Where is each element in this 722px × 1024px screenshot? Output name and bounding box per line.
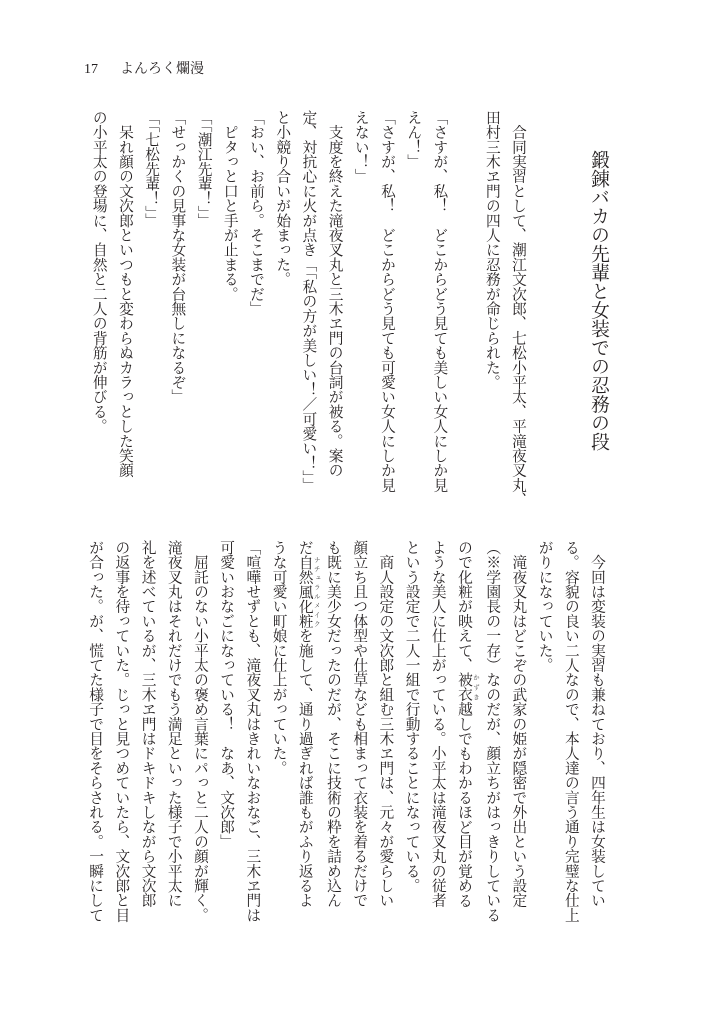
text-line: 今回は変装の実習も兼ねており、四年生は女装してい: [589, 540, 605, 908]
text-line: も既に美少女だったのだが、そこに技術の粋を詰め込ん: [324, 540, 341, 908]
text-line: という設定で二人一組で行動することになっている。: [403, 540, 420, 893]
text-line: 「「潮江先輩！」」: [195, 110, 212, 228]
blank-line: [452, 110, 478, 500]
text-line: 「せっかくの見事な女装が台無しになるぞ」: [169, 110, 186, 404]
page-number: 17: [84, 62, 98, 77]
text-line: 呆れ顔の文次郎といつもと変わらぬカラっとした笑顔: [116, 110, 133, 478]
text-line: の返事を待っていた。じっと見つめていたら、文次郎と目: [113, 540, 130, 923]
text-line: 定、対抗心に火が点き「「私の方が美しい！／可愛い！」」: [300, 110, 317, 493]
text-line: 可愛いおなごになっている！ なあ、文次郎」: [218, 540, 235, 849]
text-line: えない！」: [352, 110, 369, 184]
book-title: よんろく爛漫: [120, 62, 204, 77]
lower-tier-text: [82, 540, 610, 930]
text-line: 「おい、お前ら。そこまでだ」: [247, 110, 264, 316]
text-segment: を施して、通り過ぎれば誰もがふり返るよ: [296, 628, 313, 908]
text-line: 滝夜叉丸はそれだけでもう満足といった様子で小平太に: [165, 540, 182, 908]
text-line: 「さすが、私！ どこからどう見ても可愛い女人にしか見: [378, 110, 395, 493]
ruby-annotation: [296, 554, 320, 629]
ruby-annotation: [455, 672, 479, 702]
text-line: 屈託のない小平太の褒め言葉にパっと二人の顔が輝く。: [191, 540, 208, 923]
text-line: 「「七松先輩！」」: [143, 110, 160, 228]
ruby-base: 自然風化粧: [296, 554, 313, 629]
ruby-base: 被衣: [455, 672, 472, 702]
text-line: 顔立ち且つ体型や仕草なども相まって衣装を着るだけで: [351, 540, 368, 908]
text-line-with-ruby: [451, 540, 479, 930]
upper-tier-text: [86, 110, 531, 507]
text-line: 滝夜叉丸はどこぞの武家の姫が隠密で外出という設定: [510, 540, 527, 908]
text-line: 支度を終えた滝夜叉丸と三木ヱ門の台詞が被る。案の: [326, 110, 343, 478]
text-line: うな可愛い町娘に仕上がっていた。: [270, 540, 287, 776]
text-line: 田村三木ヱ門の四人に忍務が命じられた。: [483, 110, 500, 390]
text-line: る。容貌の良い二人なので、本人達の言う通り完璧な仕上: [562, 540, 579, 923]
text-line: と小競り合いが始まった。: [274, 110, 291, 287]
ruby-reading: ナチュラルメイク: [312, 554, 320, 629]
ruby-reading: かずき: [471, 672, 479, 702]
text-line: 「さすが、私！ どこからどう見ても美しい女人にしか見: [431, 110, 448, 493]
text-line: ピタっと口と手が止まる。: [221, 110, 238, 302]
text-line: 「喧嘩せずとも、滝夜叉丸はきれいなおなご、三木ヱ門は: [244, 540, 261, 923]
text-line-with-ruby: [292, 540, 320, 930]
text-line: がりになっていた。: [536, 540, 553, 673]
text-line: えん！」: [405, 110, 422, 169]
text-line: （※学園長の一存）なのだが、顔立ちがはっきりしている: [484, 540, 501, 923]
text-segment: だ: [296, 540, 313, 555]
text-line: ような美人に仕上がっている。小平太は滝夜叉丸の従者: [429, 540, 446, 908]
text-line: 礼を述べているが、三木ヱ門はドキドキしながら文次郎: [139, 540, 156, 908]
text-line: が合った。が、慌てた様子で目をそらされる。一瞬にして: [87, 540, 104, 923]
text-line: 合同実習として、潮江文次郎、七松小平太、平滝夜叉丸、: [510, 110, 526, 507]
chapter-title: 鍛錬バカの先輩と女装での忍務の段: [588, 150, 609, 451]
text-segment: 越しでもわかるほど目が覚める: [455, 701, 472, 908]
text-segment: ので化粧が映えて、: [455, 540, 472, 673]
running-header: [84, 58, 204, 78]
text-line: の小平太の登場に、自然と二人の背筋が伸びる。: [90, 110, 107, 434]
text-line: 商人設定の文次郎と組む三木ヱ門は、元々が愛らしい: [377, 540, 394, 908]
